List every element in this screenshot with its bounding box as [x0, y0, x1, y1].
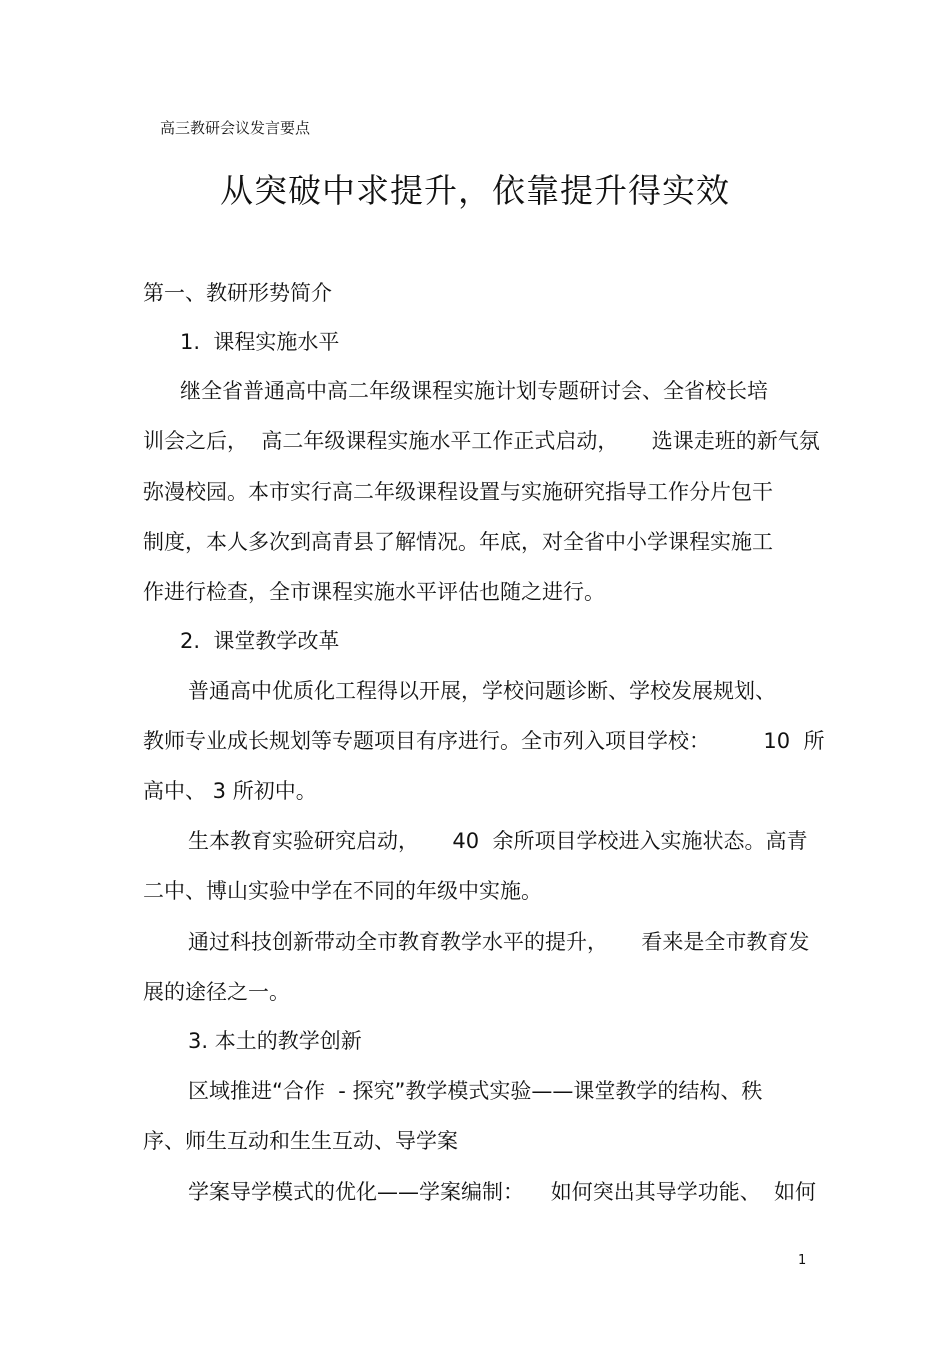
- subsection-heading: 1. 课程实施水平: [180, 330, 340, 354]
- body-line: 二中、博山实验中学在不同的年级中实施。: [143, 879, 542, 903]
- body-line: 高中、 3 所初中。: [143, 779, 317, 803]
- body-line: 展的途径之一。: [143, 980, 290, 1004]
- subsection-heading: 2. 课堂教学改革: [180, 629, 340, 653]
- subsection-heading: 3. 本土的教学创新: [188, 1029, 362, 1053]
- page-number: 1: [798, 1253, 807, 1268]
- body-line: 通过科技创新带动全市教育教学水平的提升， 看来是全市教育发: [188, 930, 810, 954]
- body-line: 教师专业成长规划等专题项目有序进行。全市列入项目学校： 10 所: [143, 729, 825, 753]
- body-line: 区域推进“合作 - 探究”教学模式实验——课堂教学的结构、秩: [188, 1079, 763, 1103]
- body-line: 普通高中优质化工程得以开展，学校问题诊断、学校发展规划、: [188, 679, 776, 703]
- body-line: 作进行检查，全市课程实施水平评估也随之进行。: [143, 580, 605, 604]
- body-line: 弥漫校园。本市实行高二年级课程设置与实施研究指导工作分片包干: [143, 480, 773, 504]
- body-line: 制度，本人多次到高青县了解情况。年底，对全省中小学课程实施工: [143, 530, 773, 554]
- body-line: 序、师生互动和生生互动、导学案: [143, 1129, 458, 1153]
- header-note: 高三教研会议发言要点: [160, 119, 311, 137]
- body-line: 继全省普通高中高二年级课程实施计划专题研讨会、全省校长培: [180, 379, 768, 403]
- body-line: 学案导学模式的优化——学案编制： 如何突出其导学功能、 如何: [188, 1180, 817, 1204]
- body-line: 训会之后， 高二年级课程实施水平工作正式启动， 选课走班的新气氛: [143, 429, 820, 453]
- page-title: 从突破中求提升，依靠提升得实效: [220, 171, 730, 210]
- body-line: 生本教育实验研究启动， 40 余所项目学校进入实施状态。高青: [188, 829, 808, 853]
- section-heading: 第一、教研形势简介: [143, 281, 332, 305]
